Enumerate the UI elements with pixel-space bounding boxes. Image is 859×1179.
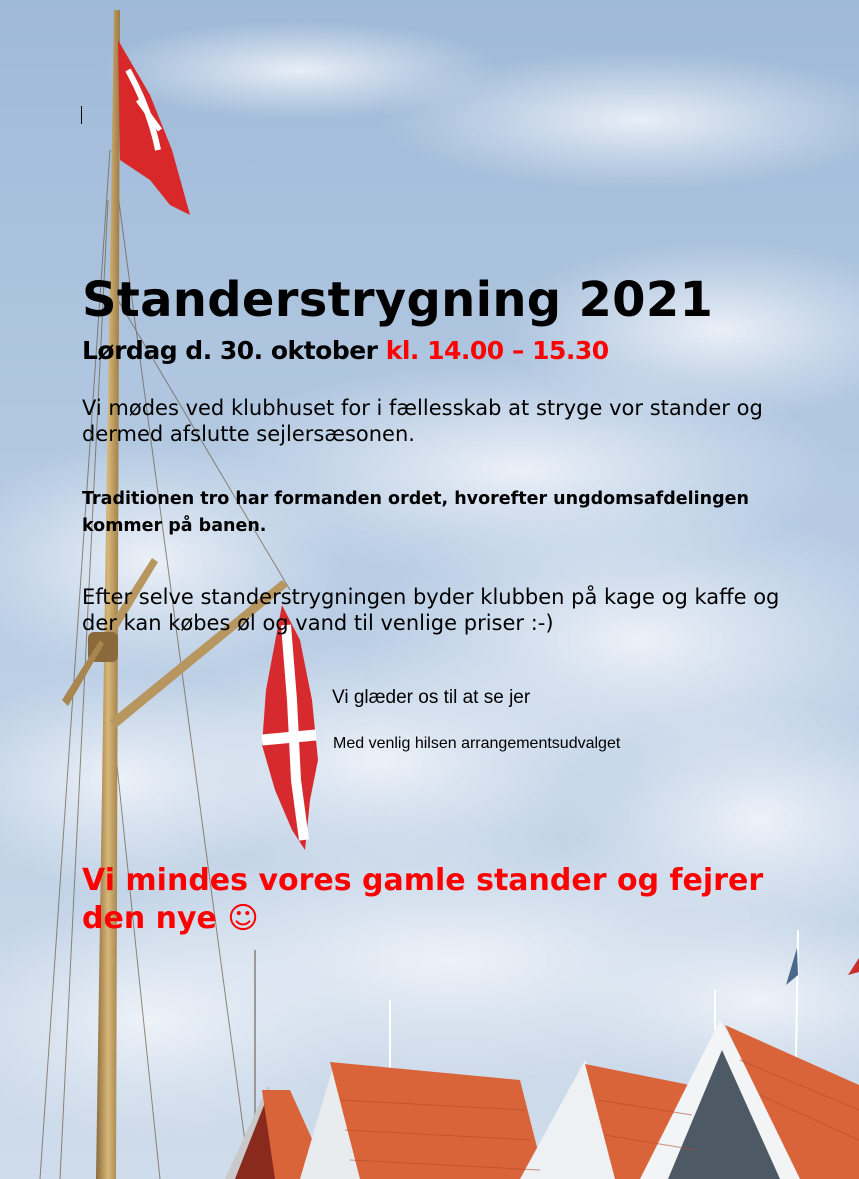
closing-line: Vi mindes vores gamle stander og fejrer den nye ☺ bbox=[82, 863, 764, 936]
text-cursor bbox=[81, 106, 82, 124]
refreshments-paragraph: Efter selve standerstrygningen byder klubben på kage og kaffe og der kan købes øl og vand til venlige priser :-) bbox=[82, 585, 780, 635]
page-title: Standerstrygning 2021 bbox=[82, 272, 714, 328]
intro-paragraph: Vi mødes ved klubhuset for i fællesskab at stryge vor stander og dermed afslutte sejlersæsonen. bbox=[82, 396, 763, 446]
greeting: Vi glæder os til at se jer bbox=[332, 687, 531, 708]
event-time: kl. 14.00 – 15.30 bbox=[385, 336, 609, 365]
date-line bbox=[82, 334, 609, 368]
signature: Med venlig hilsen arrangementsudvalget bbox=[333, 735, 621, 752]
tradition-paragraph: Traditionen tro har formanden ordet, hvorefter ungdomsafdelingen kommer på banen. bbox=[82, 489, 749, 536]
event-date: Lørdag d. 30. oktober bbox=[82, 336, 378, 365]
